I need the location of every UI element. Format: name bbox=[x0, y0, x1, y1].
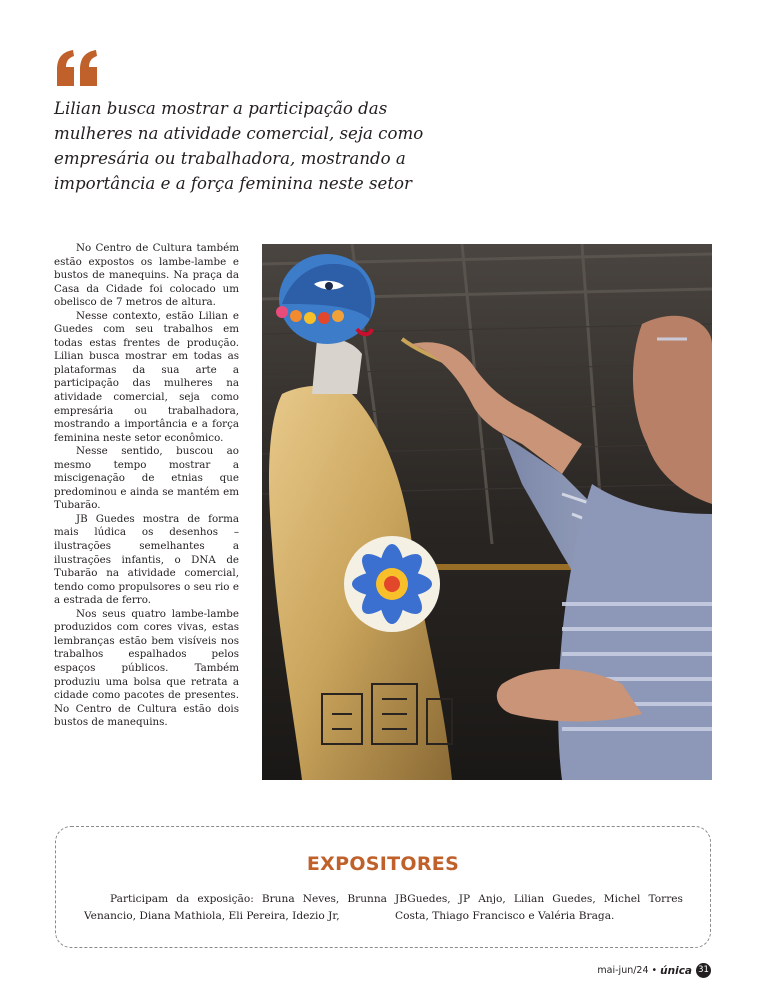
magazine-brand: única bbox=[660, 964, 692, 977]
body-paragraph: Nesse sentido, buscou ao mesmo tempo mostrar a miscigenação de etnias que predominou e ainda se mantém em Tubarão. bbox=[54, 445, 239, 512]
expositores-text-left: Participam da exposição: Bruna Neves, Brunna Venancio, Diana Mathiola, Eli Pereira, Idezio Jr, bbox=[84, 893, 387, 922]
artist-painting-mannequin-photo bbox=[262, 244, 712, 780]
page-footer bbox=[597, 963, 711, 978]
body-paragraph: Nesse contexto, estão Lilian e Guedes com seu trabalhos em todas estas frentes de produção. Lilian busca mostrar em todas as plataformas da sua arte a participação das mulheres na atividade comercial, seja como empresária ou trabalhadora, mostrando a importância e a força feminina neste setor econômico. bbox=[54, 309, 239, 444]
body-paragraph: No Centro de Cultura também estão expostos os lambe-lambe e bustos de manequins. Na praça da Casa da Cidade foi colocado um obelisco de 7 metros de altura. bbox=[54, 242, 239, 309]
pull-quote: Lilian busca mostrar a participação das mulheres na atividade comercial, seja como empresária ou trabalhadora, mostrando a importância e a força feminina neste setor bbox=[54, 99, 424, 193]
quote-mark-icon bbox=[54, 48, 100, 88]
expositores-title: EXPOSITORES bbox=[306, 853, 460, 875]
expositores-box bbox=[55, 826, 711, 948]
article-body bbox=[54, 242, 239, 730]
page-number: 31 bbox=[696, 963, 711, 978]
expositores-text-right: JBGuedes, JP Anjo, Lilian Guedes, Michel Torres Costa, Thiago Francisco e Valéria Braga. bbox=[395, 893, 683, 922]
body-paragraph: Nos seus quatro lambe-lambe produzidos com cores vivas, estas lembranças estão bem visíveis nos trabalhos espalhados pelos espaços públicos. Também produziu uma bolsa que retrata a cidade como pacotes de presentes. No Centro de Cultura estão dois bustos de manequins. bbox=[54, 607, 239, 729]
body-paragraph: JB Guedes mostra de forma mais lúdica os desenhos – ilustrações semelhantes a ilustrações infantis, o DNA de Tubarão na atividade comercial, tendo como propulsores o seu rio e a estrada de ferro. bbox=[54, 512, 239, 607]
footer-separator: • bbox=[651, 965, 658, 976]
photo-illustration bbox=[262, 244, 712, 780]
issue-date: mai-jun/24 bbox=[597, 965, 649, 976]
